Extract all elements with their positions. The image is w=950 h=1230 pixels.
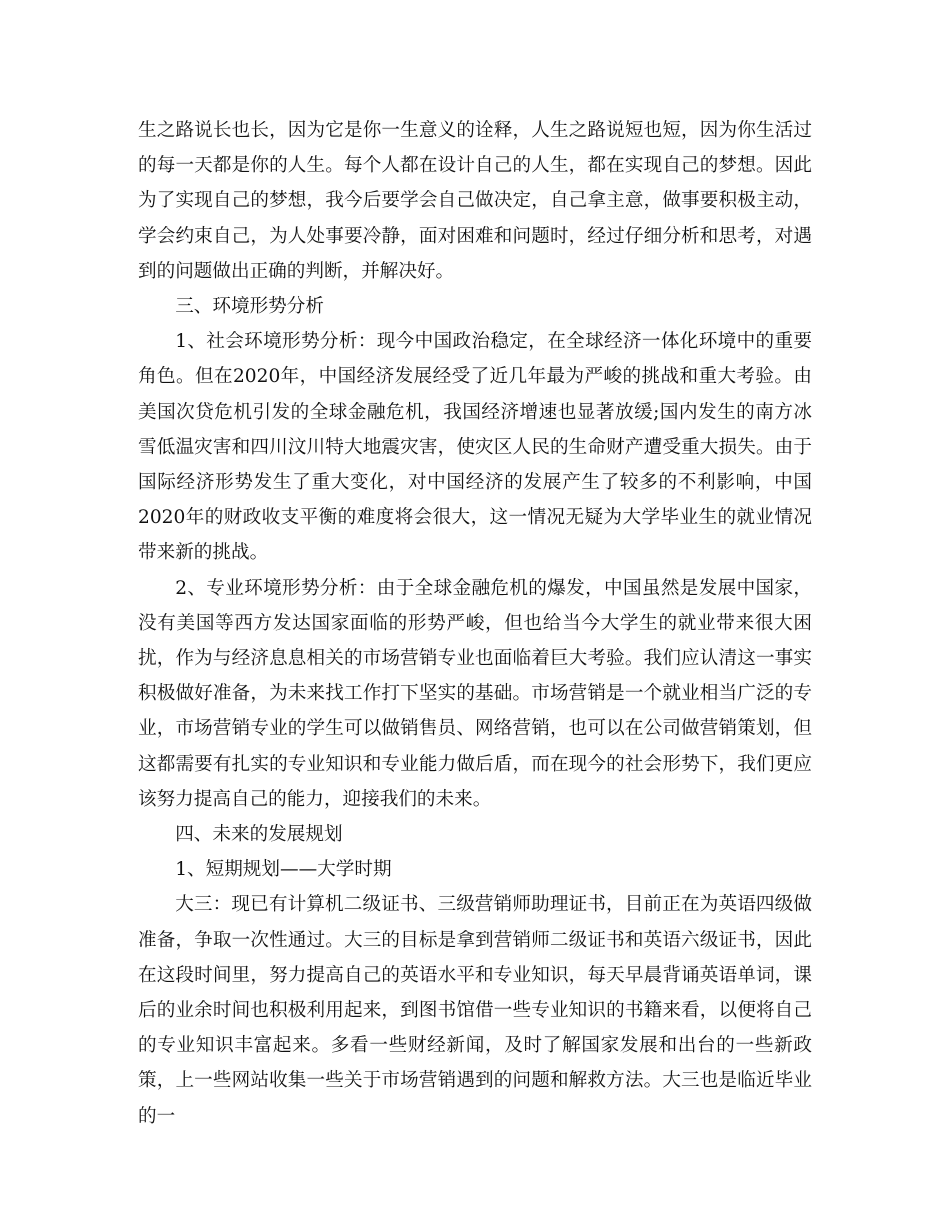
subheading-short-term-plan: 1、短期规划——大学时期 xyxy=(175,859,392,881)
paragraph-junior-year: 大三：现已有计算机二级证书、三级营销师助理证书，目前正在为英语四级做准备，争取一次性通过。大三的目标是拿到营销师二级证书和英语六级证书，因此在这段时间里，努力提高自己的英语水平和专业知识，每天早晨背诵英语单词，课后的业余时间也积极利用起来，到图书馆借一些专业知识的书籍来看，以便将自己的专业知识丰富起来。多看一些财经新闻，及时了解国家发展和出台的一些新政策，上一些网站收集一些关于市场营销遇到的问题和解救方法。大三也是临近毕业的一 xyxy=(138,894,812,1127)
document-body xyxy=(138,113,812,1134)
paragraph-social-environment: 1、社会环境形势分析：现今中国政治稳定，在全球经济一体化环境中的重要角色。但在2020年，中国经济发展经受了近几年最为严峻的挑战和重大考验。由美国次贷危机引发的全球金融危机，我国经济增速也显著放缓;国内发生的南方冰雪低温灾害和四川汶川特大地震灾害，使灾区人民的生命财产遭受重大损失。由于国际经济形势发生了重大变化，对中国经济的发展产生了较多的不利影响，中国2020年的财政收支平衡的难度将会很大，这一情况无疑为大学毕业生的就业情况带来新的挑战。 xyxy=(138,331,812,564)
section-heading-future-plan: 四、未来的发展规划 xyxy=(175,824,343,846)
paragraph-professional-environment: 2、专业环境形势分析：由于全球金融危机的爆发，中国虽然是发展中国家，没有美国等西方发达国家面临的形势严峻，但也给当今大学生的就业带来很大困扰，作为与经济息息相关的市场营销专业也面临着巨大考验。我们应认清这一事实积极做好准备，为未来找工作打下坚实的基础。市场营销是一个就业相当广泛的专业，市场营销专业的学生可以做销售员、网络营销，也可以在公司做营销策划，但这都需要有扎实的专业知识和专业能力做后盾，而在现今的社会形势下，我们更应该努力提高自己的能力，迎接我们的未来。 xyxy=(138,577,812,810)
section-heading-environment-analysis: 三、环境形势分析 xyxy=(175,296,324,318)
paragraph-life-path: 生之路说长也长，因为它是你一生意义的诠释，人生之路说短也短，因为你生活过的每一天都是你的人生。每个人都在设计自己的人生，都在实现自己的梦想。因此为了实现自己的梦想，我今后要学会自己做决定，自己拿主意，做事要积极主动，学会约束自己，为人处事要冷静，面对困难和问题时，经过仔细分析和思考，对遇到的问题做出正确的判断，并解决好。 xyxy=(138,120,812,282)
